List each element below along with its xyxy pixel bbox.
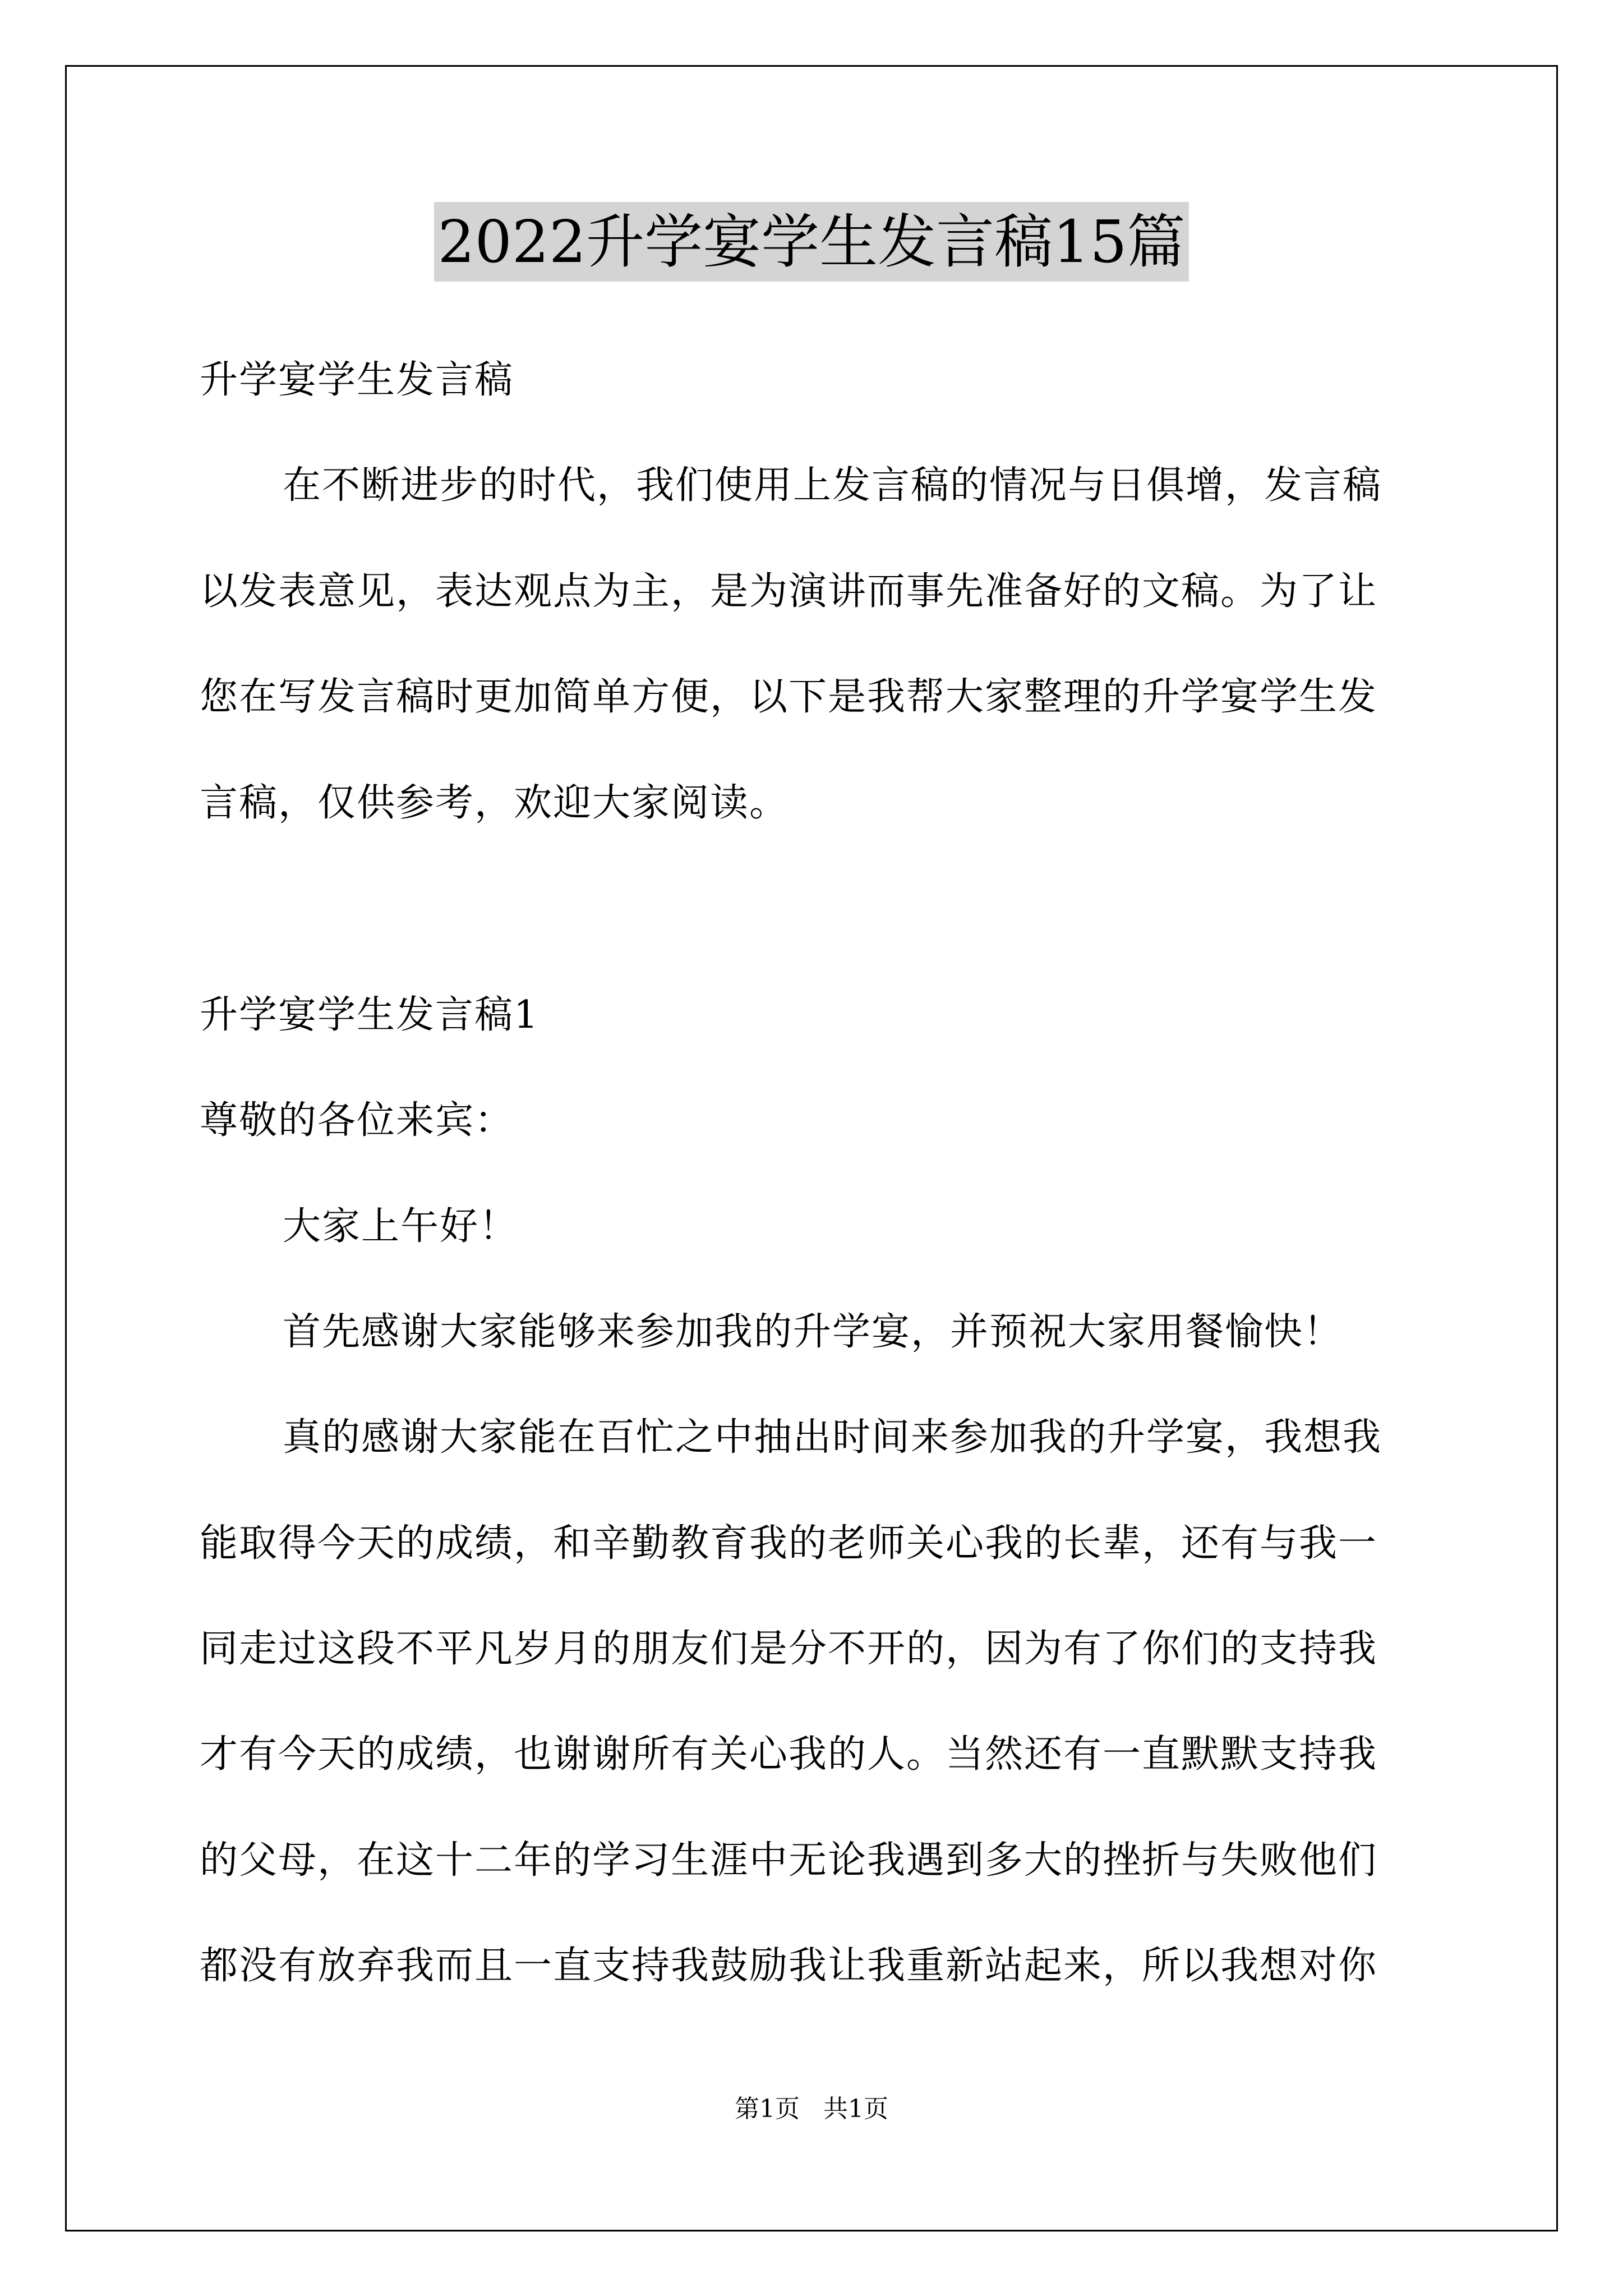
document-title: 2022升学宴学生发言稿15篇 — [434, 202, 1188, 282]
paragraph-line: 都没有放弃我而且一直支持我鼓励我让我重新站起来，所以我想对你 — [200, 1944, 1378, 1988]
section-heading: 升学宴学生发言稿 — [200, 358, 514, 402]
paragraph-line: 首先感谢大家能够来参加我的升学宴，并预祝大家用餐愉快！ — [283, 1310, 1343, 1354]
paragraph-line: 言稿，仅供参考，欢迎大家阅读。 — [200, 781, 789, 825]
paragraph-line: 的父母，在这十二年的学习生涯中无论我遇到多大的挫折与失败他们 — [200, 1838, 1378, 1883]
page-number-current: 第1页 — [735, 2095, 800, 2123]
salutation: 尊敬的各位来宾： — [200, 1098, 514, 1143]
paragraph-line: 真的感谢大家能在百忙之中抽出时间来参加我的升学宴，我想我 — [283, 1415, 1382, 1460]
paragraph-line: 您在写发言稿时更加简单方便，以下是我帮大家整理的升学宴学生发 — [200, 675, 1378, 719]
paragraph-line: 以发表意见，表达观点为主，是为演讲而事先准备好的文稿。为了让 — [200, 569, 1378, 614]
page-footer — [0, 2092, 1623, 2126]
paragraph-line: 才有今天的成绩，也谢谢所有关心我的人。当然还有一直默默支持我 — [200, 1732, 1378, 1777]
paragraph-line: 大家上午好！ — [283, 1204, 519, 1249]
paragraph-line: 能取得今天的成绩，和辛勤教育我的老师关心我的长辈，还有与我一 — [200, 1521, 1378, 1566]
paragraph-line: 在不断进步的时代，我们使用上发言稿的情况与日俱增，发言稿 — [283, 463, 1382, 508]
paragraph-line: 同走过这段不平凡岁月的朋友们是分不开的，因为有了你们的支持我 — [200, 1627, 1378, 1671]
title-container — [0, 202, 1623, 282]
section-heading: 升学宴学生发言稿1 — [200, 993, 540, 1037]
page-number-total: 共1页 — [823, 2095, 888, 2123]
